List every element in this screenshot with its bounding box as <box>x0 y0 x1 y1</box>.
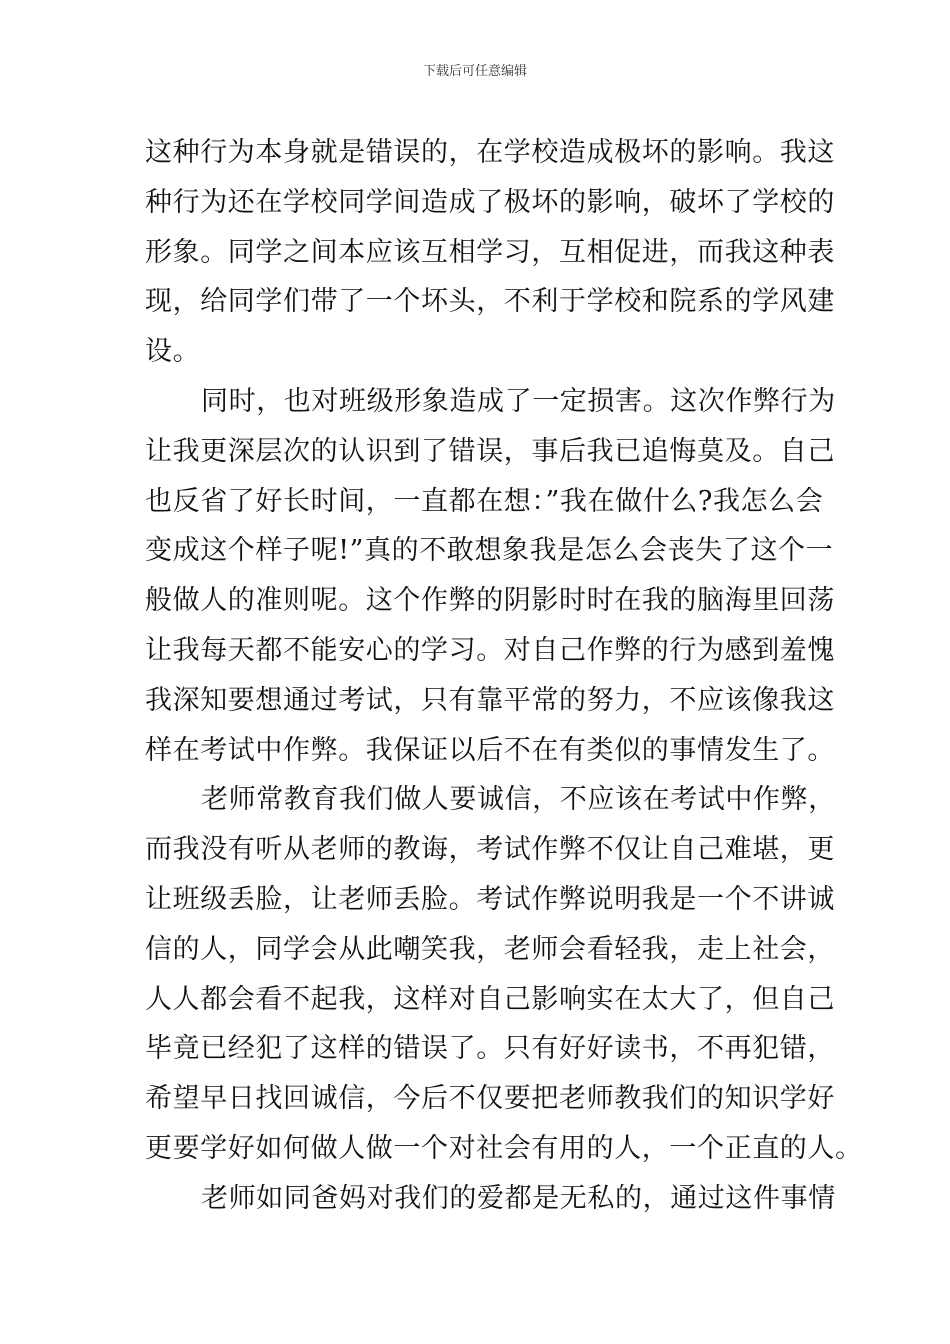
text-line: 让我每天都不能安心的学习。对自己作弊的行为感到羞愧 <box>145 634 835 666</box>
text-line: 人人都会看不起我，这样对自己影响实在太大了，但自己 <box>145 983 835 1015</box>
text-line: 老师如同爸妈对我们的爱都是无私的，通过这件事情 <box>201 1182 836 1214</box>
text-line: 更要学好如何做人做一个对社会有用的人，一个正直的人。 <box>145 1132 863 1164</box>
text-line: 形象。同学之间本应该互相学习，互相促进，而我这种表 <box>145 236 835 268</box>
text-line: 信的人，同学会从此嘲笑我，老师会看轻我，走上社会， <box>145 933 835 965</box>
text-line: 般做人的准则呢。这个作弊的阴影时时在我的脑海里回荡 <box>145 585 835 617</box>
text-line: 毕竟已经犯了这样的错误了。只有好好读书，不再犯错， <box>145 1033 835 1065</box>
text-line: 让我更深层次的认识到了错误，事后我已追悔莫及。自己 <box>145 435 835 467</box>
text-line: 这种行为本身就是错误的，在学校造成极坏的影响。我这 <box>145 137 835 168</box>
text-line: 种行为还在学校同学间造成了极坏的影响，破坏了学校的 <box>145 186 835 218</box>
text-line: 老师常教育我们做人要诚信，不应该在考试中作弊， <box>201 784 836 816</box>
text-line: 设。 <box>145 336 201 368</box>
text-line: 希望早日找回诚信，今后不仅要把老师教我们的知识学好 <box>145 1083 835 1115</box>
document-body <box>145 128 863 1224</box>
text-line: 也反省了好长时间，一直都在想：”我在做什么?我怎么会 <box>145 485 824 517</box>
page-header-note: 下载后可任意编辑 <box>422 64 527 79</box>
text-line: 我深知要想通过考试，只有靠平常的努力，不应该像我这 <box>145 684 835 716</box>
text-line: 变成这个样子呢!”真的不敢想象我是怎么会丧失了这个一 <box>145 535 834 567</box>
text-line: 让班级丢脸，让老师丢脸。考试作弊说明我是一个不讲诚 <box>145 883 835 915</box>
text-line: 同时，也对班级形象造成了一定损害。这次作弊行为 <box>201 385 836 417</box>
text-line: 样在考试中作弊。我保证以后不在有类似的事情发生了。 <box>145 734 835 766</box>
text-line: 现，给同学们带了一个坏头，不利于学校和院系的学风建 <box>145 286 835 318</box>
text-line: 而我没有听从老师的教诲，考试作弊不仅让自己难堪，更 <box>145 834 835 866</box>
